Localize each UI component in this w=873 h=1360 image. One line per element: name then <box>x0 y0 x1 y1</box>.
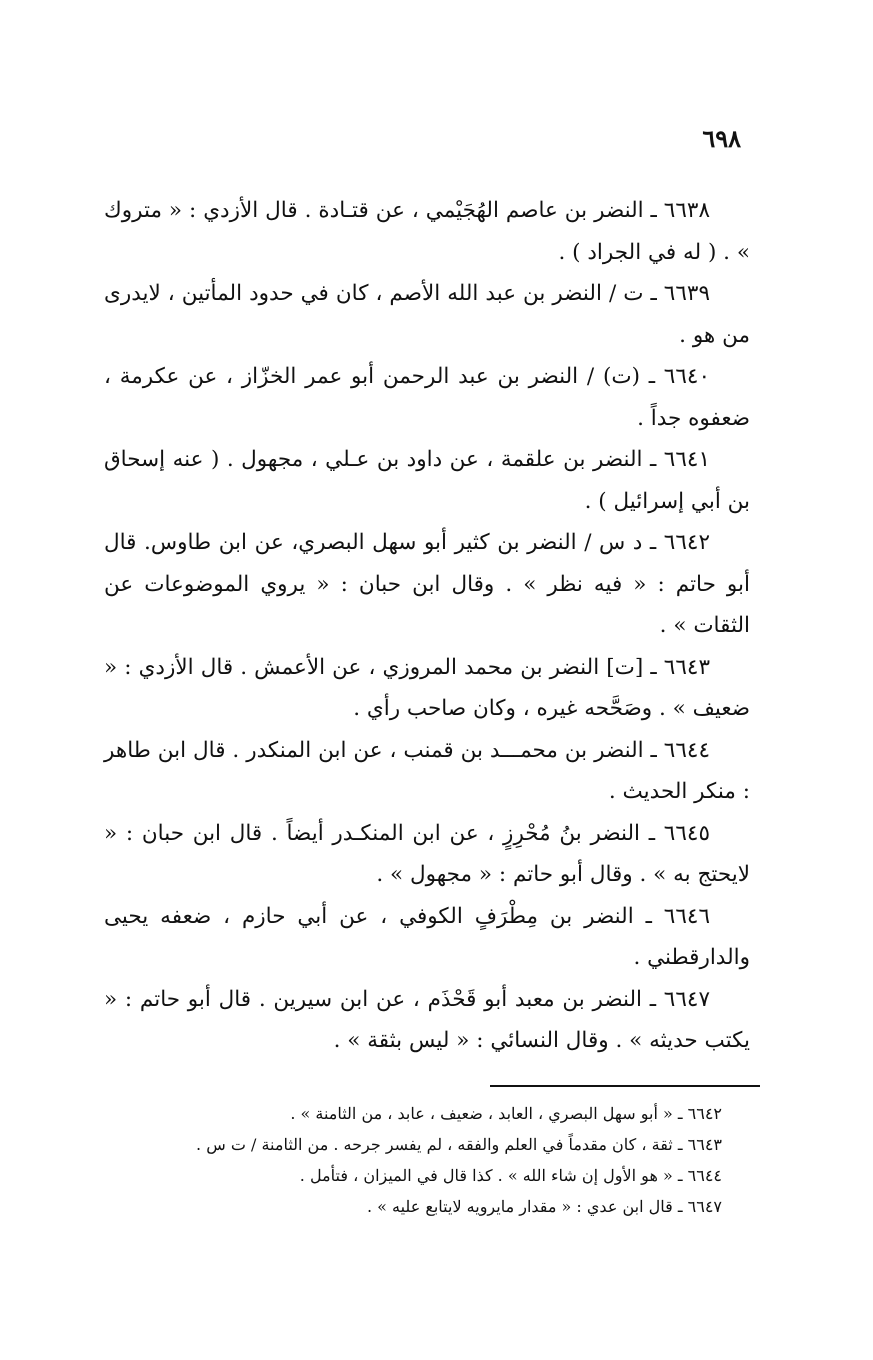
biographical-entries <box>104 190 750 1062</box>
page-number: ٦٩٨ <box>702 124 741 153</box>
entry-6643: ٦٦٤٣ ـ [ت] النضر بن محمد المروزي ، عن الأعمش . قال الأزدي : « ضعيف » . وصَحَّحه غيره ، وكان صاحب رأي . <box>104 654 750 721</box>
entry-6642: ٦٦٤٢ ـ د س / النضر بن كثير أبو سهل البصري، عن ابن طاوس. قال أبو حاتم : « فيه نظر » . وقال ابن حبان : « يروي الموضوعات عن الثقات » . <box>104 530 750 638</box>
entry-6644: ٦٦٤٤ ـ النضر بن محمـــد بن قمنب ، عن ابن المنكدر . قال ابن طاهر : منكر الحديث . <box>104 737 750 804</box>
entry-6639: ٦٦٣٩ ـ ت / النضر بن عبد الله الأصم ، كان في حدود المأتين ، لايدرى من هو . <box>104 281 750 348</box>
footnote-6642: ٦٦٤٢ ـ « أبو سهل البصري ، العابد ، ضعيف ، عابد ، من الثامنة » . <box>290 1104 722 1123</box>
entry-6645: ٦٦٤٥ ـ النضر بنُ مُحْرِزٍ ، عن ابن المنكـدر أيضاً . قال ابن حبان : « لايحتج به » . وقال أبو حاتم : « مجهول » . <box>104 820 750 887</box>
footnotes <box>104 1098 722 1222</box>
entry-6646: ٦٦٤٦ ـ النضر بن مِطْرَفٍ الكوفي ، عن أبي حازم ، ضعفه يحيى والدارقطني . <box>104 903 750 970</box>
entry-6647: ٦٦٤٧ ـ النضر بن معبد أبو قَحْذَم ، عن ابن سيرين . قال أبو حاتم : « يكتب حديثه » . وقال النسائي : « ليس بثقة » . <box>104 986 750 1053</box>
footnote-divider <box>490 1085 760 1087</box>
footnote-6644: ٦٦٤٤ ـ « هو الأول إن شاء الله » . كذا قال في الميزان ، فتأمل . <box>299 1166 722 1185</box>
entry-6641: ٦٦٤١ ـ النضر بن علقمة ، عن داود بن عـلي ، مجهول . ( عنه إسحاق بن أبي إسرائيل ) . <box>104 447 750 514</box>
footnote-6647: ٦٦٤٧ ـ قال ابن عدي : « مقدار مايرويه لايتابع عليه » . <box>366 1197 722 1216</box>
entry-6640: ٦٦٤٠ ـ (ت) / النضر بن عبد الرحمن أبو عمر الخزّاز ، عن عكرمة ، ضعفوه جداً . <box>104 364 750 431</box>
entry-6638: ٦٦٣٨ ـ النضر بن عاصم الهُجَيْمي ، عن قتـادة . قال الأزدي : « متروك » . ( له في الجراد ) . <box>104 198 750 265</box>
footnote-6643: ٦٦٤٣ ـ ثقة ، كان مقدماً في العلم والفقه ، لم يفسر جرحه . من الثامنة / ت س . <box>196 1135 722 1154</box>
